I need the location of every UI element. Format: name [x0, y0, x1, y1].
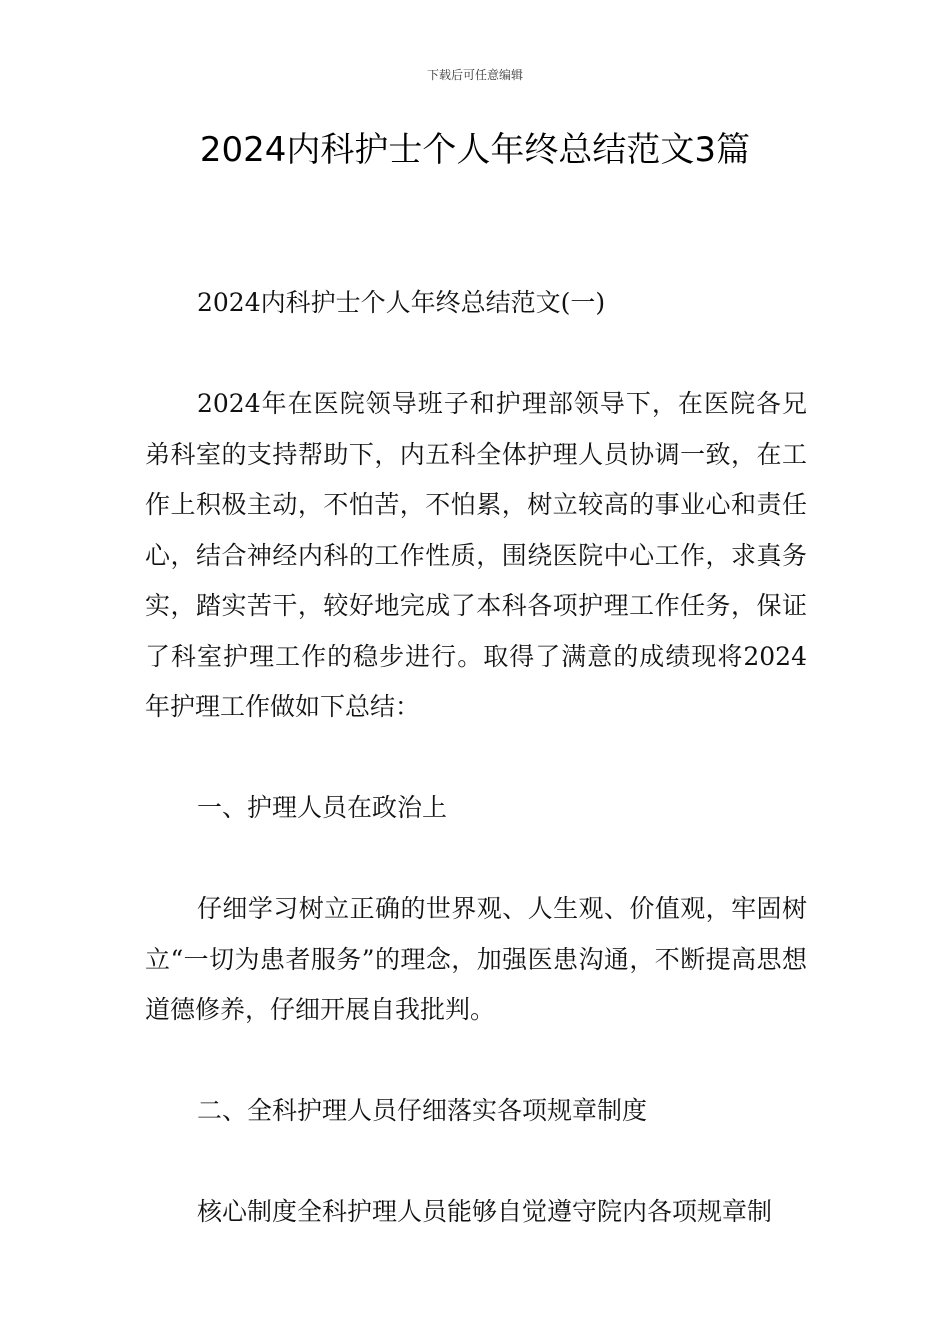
intro-paragraph: 2024年在医院领导班子和护理部领导下，在医院各兄弟科室的支持帮助下，内五科全体护理人员协调一致，在工作上积极主动，不怕苦，不怕累，树立较高的事业心和责任心，结合神经内科的工作性质，围绕医院中心工作，求真务实，踏实苦干，较好地完成了本科各项护理工作任务，保证了科室护理工作的稳步进行。取得了满意的成绩现将2024年护理工作做如下总结： — [145, 389, 807, 721]
document-body — [145, 278, 807, 1288]
header-note: 下载后可任意编辑 — [426, 68, 523, 82]
section-heading-2: 二、全科护理人员仔细落实各项规章制度 — [197, 1096, 648, 1125]
document-title: 2024内科护士个人年终总结范文3篇 — [199, 130, 751, 170]
section-1-paragraph: 仔细学习树立正确的世界观、人生观、价值观，牢固树立“一切为患者服务”的理念，加强医患沟通，不断提高思想道德修养，仔细开展自我批判。 — [145, 894, 807, 1024]
section-subtitle: 2024内科护士个人年终总结范文(一) — [197, 288, 606, 317]
section-heading-1: 一、护理人员在政治上 — [197, 793, 448, 822]
section-2-paragraph: 核心制度全科护理人员能够自觉遵守院内各项规章制 — [197, 1197, 773, 1226]
